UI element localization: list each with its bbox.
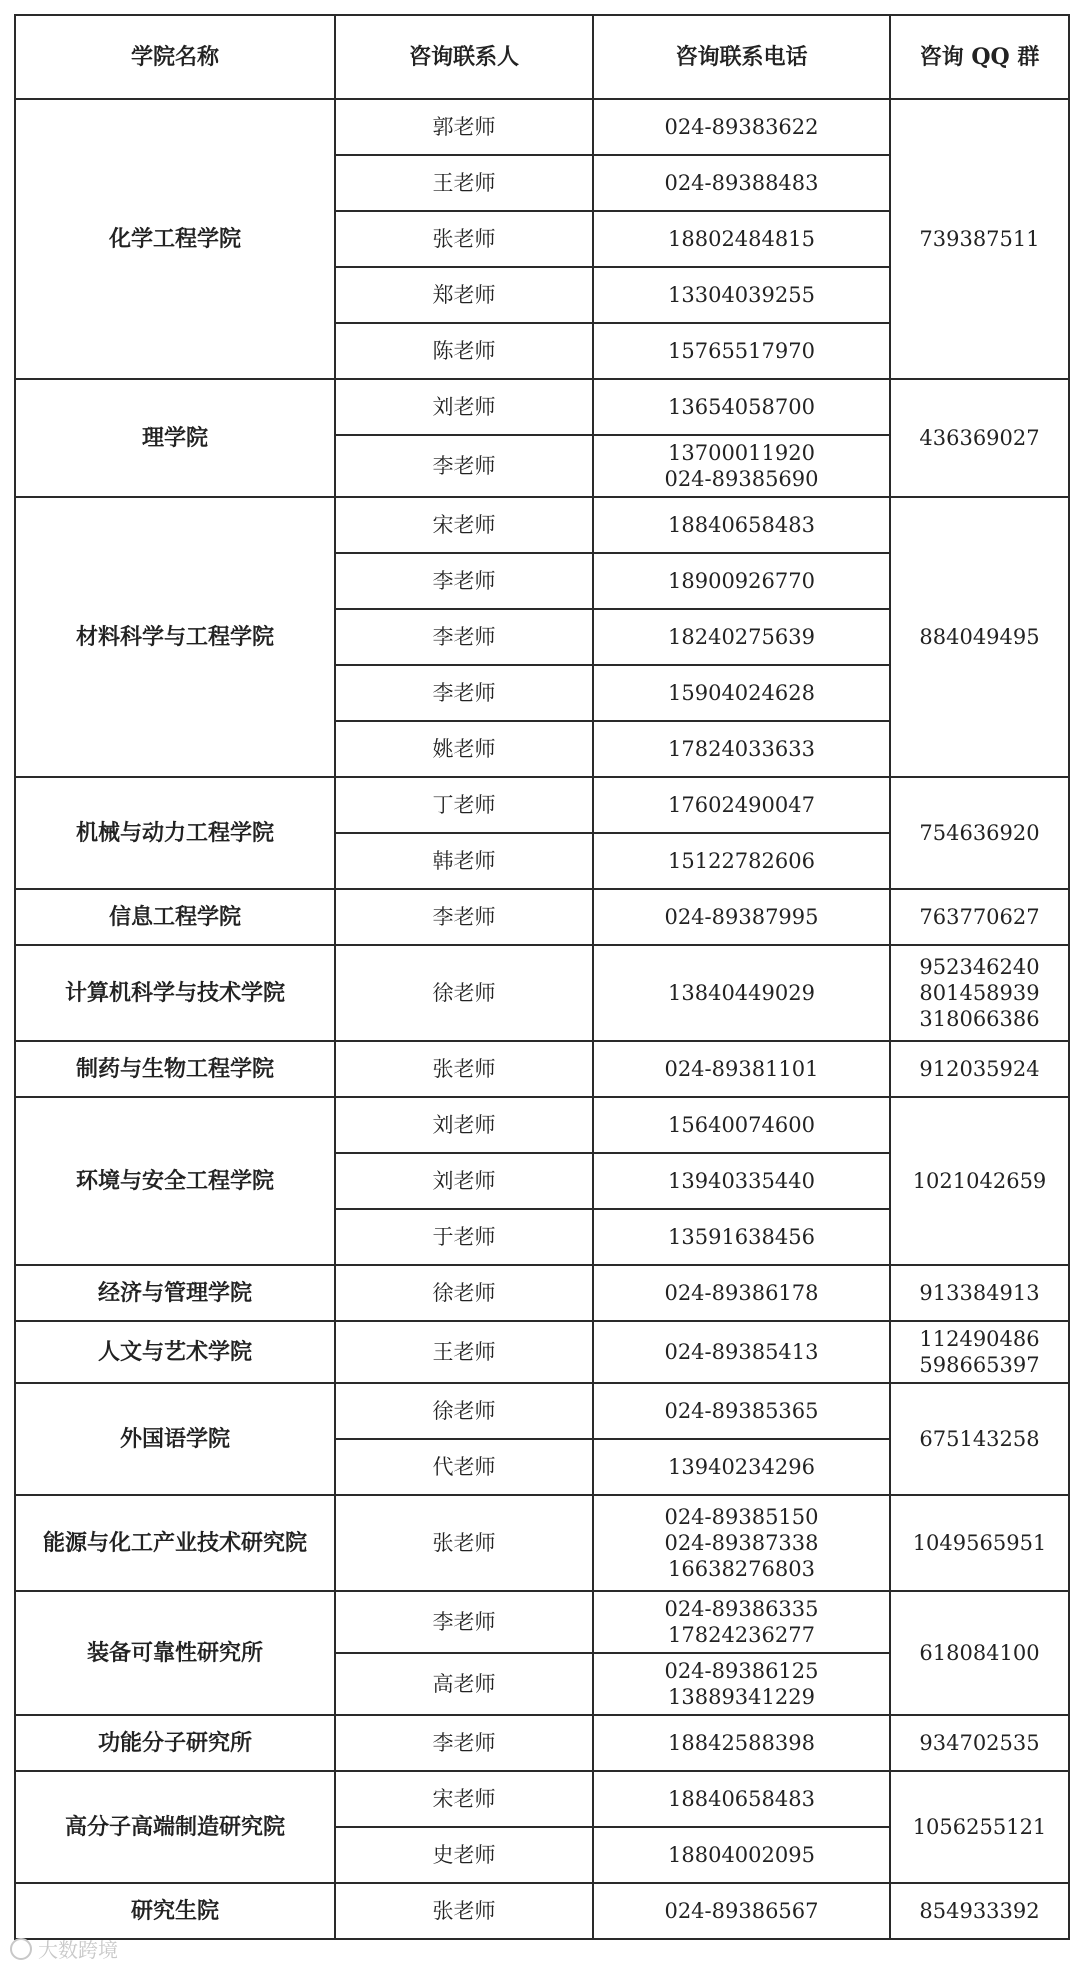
contact-phone: 13940335440: [593, 1153, 890, 1209]
contact-person: 王老师: [335, 155, 593, 211]
table-row: [15, 99, 1069, 155]
contact-phone: 024-89386178: [593, 1265, 890, 1321]
watermark-text: 大数跨境: [38, 1938, 118, 1962]
table-row: [15, 777, 1069, 833]
college-name: 人文与艺术学院: [15, 1321, 335, 1383]
contact-phone: 024-89386335 17824236277: [593, 1591, 890, 1653]
contact-table: [14, 14, 1070, 1940]
contact-person: 高老师: [335, 1653, 593, 1715]
contact-person: 张老师: [335, 1495, 593, 1591]
contact-phone: 18842588398: [593, 1715, 890, 1771]
contact-person: 代老师: [335, 1439, 593, 1495]
watermark-logo-icon: [10, 1938, 32, 1960]
college-name: 环境与安全工程学院: [15, 1097, 335, 1265]
qq-group: 912035924: [890, 1041, 1069, 1097]
table-row: [15, 1591, 1069, 1653]
contact-person: 刘老师: [335, 379, 593, 435]
contact-phone: 024-89385150 024-89387338 16638276803: [593, 1495, 890, 1591]
table-row: [15, 1383, 1069, 1439]
contact-phone: 15640074600: [593, 1097, 890, 1153]
table-row: [15, 1321, 1069, 1383]
contact-person: 张老师: [335, 1041, 593, 1097]
college-name: 装备可靠性研究所: [15, 1591, 335, 1715]
qq-group: 436369027: [890, 379, 1069, 497]
qq-group: 754636920: [890, 777, 1069, 889]
contact-person: 王老师: [335, 1321, 593, 1383]
header-contact: 咨询联系人: [335, 15, 593, 99]
contact-phone: 024-89381101: [593, 1041, 890, 1097]
college-name: 功能分子研究所: [15, 1715, 335, 1771]
college-name: 化学工程学院: [15, 99, 335, 379]
table-row: [15, 945, 1069, 1041]
college-name: 计算机科学与技术学院: [15, 945, 335, 1041]
college-name: 经济与管理学院: [15, 1265, 335, 1321]
contact-phone: 024-89387995: [593, 889, 890, 945]
contact-person: 徐老师: [335, 1383, 593, 1439]
contact-phone: 024-89385413: [593, 1321, 890, 1383]
contact-phone: 13654058700: [593, 379, 890, 435]
contact-phone: 18840658483: [593, 1771, 890, 1827]
contact-person: 徐老师: [335, 1265, 593, 1321]
contact-phone: 024-89383622: [593, 99, 890, 155]
contact-phone: 024-89386125 13889341229: [593, 1653, 890, 1715]
contact-person: 史老师: [335, 1827, 593, 1883]
contact-phone: 024-89385365: [593, 1383, 890, 1439]
contact-phone: 17602490047: [593, 777, 890, 833]
contact-person: 郭老师: [335, 99, 593, 155]
college-name: 外国语学院: [15, 1383, 335, 1495]
contact-phone: 17824033633: [593, 721, 890, 777]
contact-phone: 18240275639: [593, 609, 890, 665]
contact-phone: 13940234296: [593, 1439, 890, 1495]
contact-person: 李老师: [335, 665, 593, 721]
table-row: [15, 1771, 1069, 1827]
contact-phone: 13840449029: [593, 945, 890, 1041]
table-row: [15, 1715, 1069, 1771]
qq-group: 675143258: [890, 1383, 1069, 1495]
contact-person: 韩老师: [335, 833, 593, 889]
qq-group: 1049565951: [890, 1495, 1069, 1591]
contact-person: 陈老师: [335, 323, 593, 379]
table-row: [15, 1041, 1069, 1097]
contact-person: 刘老师: [335, 1153, 593, 1209]
contact-phone: 18802484815: [593, 211, 890, 267]
contact-person: 郑老师: [335, 267, 593, 323]
table-row: [15, 889, 1069, 945]
table-row: [15, 1265, 1069, 1321]
contact-person: 刘老师: [335, 1097, 593, 1153]
qq-group: 913384913: [890, 1265, 1069, 1321]
contact-person: 李老师: [335, 1591, 593, 1653]
qq-group: 739387511: [890, 99, 1069, 379]
qq-group: 763770627: [890, 889, 1069, 945]
contact-person: 李老师: [335, 1715, 593, 1771]
college-name: 制药与生物工程学院: [15, 1041, 335, 1097]
qq-group: 952346240 801458939 318066386: [890, 945, 1069, 1041]
contact-phone: 18804002095: [593, 1827, 890, 1883]
header-row: [15, 15, 1069, 99]
contact-person: 丁老师: [335, 777, 593, 833]
header-college: 学院名称: [15, 15, 335, 99]
qq-group: 1021042659: [890, 1097, 1069, 1265]
contact-person: 宋老师: [335, 1771, 593, 1827]
qq-group: 934702535: [890, 1715, 1069, 1771]
contact-person: 李老师: [335, 553, 593, 609]
header-phone: 咨询联系电话: [593, 15, 890, 99]
contact-phone: 13304039255: [593, 267, 890, 323]
qq-group: 884049495: [890, 497, 1069, 777]
college-name: 研究生院: [15, 1883, 335, 1939]
college-name: 信息工程学院: [15, 889, 335, 945]
qq-group: 618084100: [890, 1591, 1069, 1715]
college-name: 能源与化工产业技术研究院: [15, 1495, 335, 1591]
contact-person: 李老师: [335, 435, 593, 497]
qq-group: 854933392: [890, 1883, 1069, 1939]
contact-person: 张老师: [335, 1883, 593, 1939]
contact-person: 徐老师: [335, 945, 593, 1041]
watermark: [10, 1934, 118, 1963]
table-row: [15, 497, 1069, 553]
college-name: 高分子高端制造研究院: [15, 1771, 335, 1883]
table-row: [15, 379, 1069, 435]
college-name: 机械与动力工程学院: [15, 777, 335, 889]
contact-phone: 15765517970: [593, 323, 890, 379]
qq-group: 112490486 598665397: [890, 1321, 1069, 1383]
qq-group: 1056255121: [890, 1771, 1069, 1883]
contact-phone: 13591638456: [593, 1209, 890, 1265]
contact-phone: 024-89388483: [593, 155, 890, 211]
header-qq: 咨询 QQ 群: [890, 15, 1069, 99]
contact-person: 于老师: [335, 1209, 593, 1265]
contact-person: 宋老师: [335, 497, 593, 553]
contact-person: 李老师: [335, 889, 593, 945]
contact-phone: 18840658483: [593, 497, 890, 553]
college-name: 理学院: [15, 379, 335, 497]
table-row: [15, 1495, 1069, 1591]
contact-person: 张老师: [335, 211, 593, 267]
contact-phone: 18900926770: [593, 553, 890, 609]
contact-person: 李老师: [335, 609, 593, 665]
contact-phone: 13700011920 024-89385690: [593, 435, 890, 497]
table-row: [15, 1097, 1069, 1153]
contact-person: 姚老师: [335, 721, 593, 777]
contact-phone: 15904024628: [593, 665, 890, 721]
contact-phone: 024-89386567: [593, 1883, 890, 1939]
table-body: [15, 99, 1069, 1939]
contact-phone: 15122782606: [593, 833, 890, 889]
table-row: [15, 1883, 1069, 1939]
college-name: 材料科学与工程学院: [15, 497, 335, 777]
